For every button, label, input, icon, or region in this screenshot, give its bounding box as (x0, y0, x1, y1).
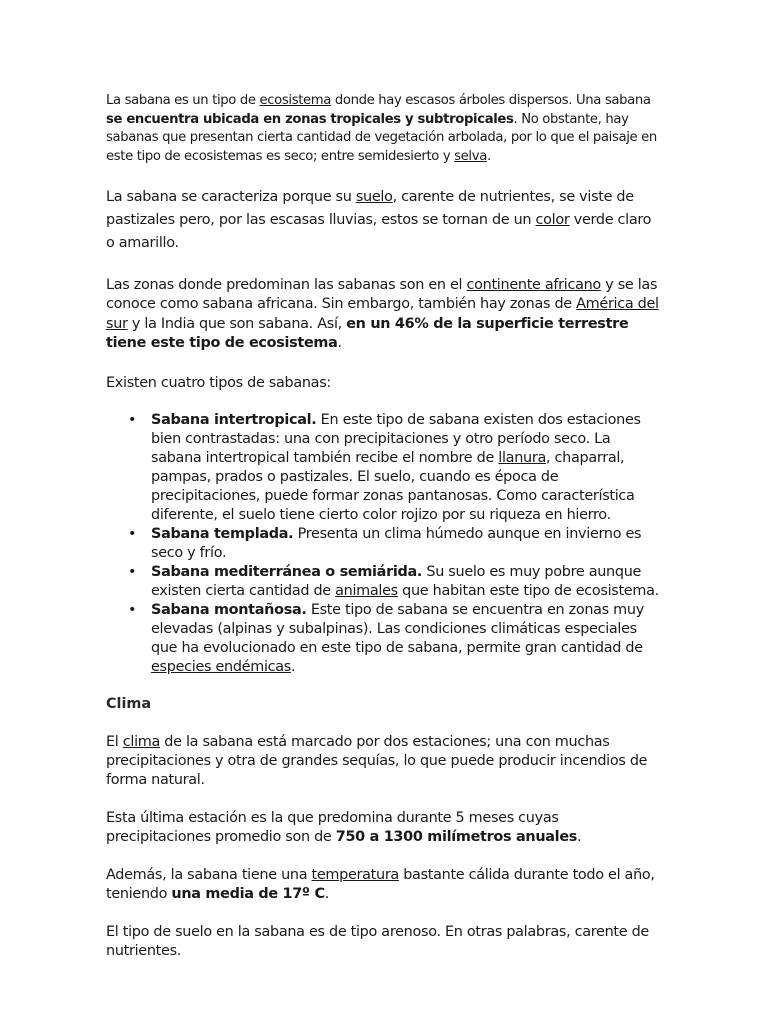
link-animales[interactable]: animales (335, 582, 398, 599)
text-span: . No obstante, hay sabanas que presentan cierta cantidad de vegetación arbolada, por lo que el paisaje en este tipo de ecosistemas es seco; entre semidesierto y (106, 111, 657, 165)
bullet-icon: • (128, 563, 137, 580)
bold-text: se encuentra ubicada en zonas tropicales y subtropicales (106, 111, 514, 127)
zones-paragraph (106, 276, 662, 354)
link-especies-endemicas[interactable]: especies endémicas (151, 658, 291, 675)
text-span: verde claro o amarillo. (106, 211, 652, 251)
list-item (128, 601, 662, 677)
text-span: . (324, 885, 329, 902)
text-span: La sabana se caracteriza porque su (106, 188, 356, 205)
text-span: El (106, 733, 123, 750)
item-title: Sabana intertropical. (151, 411, 317, 428)
link-america-del-sur[interactable]: América del sur (106, 296, 659, 332)
link-color[interactable]: color (535, 211, 570, 228)
text-span: Además, la sabana tiene una (106, 866, 312, 883)
section-heading-clima: Clima (106, 695, 152, 712)
item-title: Sabana templada. (151, 525, 294, 542)
document-page (106, 92, 662, 961)
text-span: y se las conoce como sabana africana. Sin embargo, también hay zonas de (106, 276, 658, 313)
bullet-icon: • (128, 525, 137, 542)
bold-text: en un 46% de la superficie terrestre tiene este tipo de ecosistema (106, 315, 629, 352)
list-item (128, 411, 662, 525)
text-span: La sabana es un tipo de (106, 93, 260, 108)
text-span: . (290, 658, 296, 675)
text-span: Las zonas donde predominan las sabanas son en el (106, 276, 467, 293)
text-span: Presenta un clima húmedo aunque en invierno es seco y frío. (151, 525, 642, 561)
bold-text: 750 a 1300 milímetros anuales (335, 828, 578, 845)
text-span: . (486, 149, 491, 165)
text-span: y la India que son sabana. Así, (127, 315, 347, 332)
text-span: donde hay escasos árboles dispersos. Una sabana (331, 93, 651, 108)
link-selva[interactable]: selva (454, 149, 487, 165)
soil-type-paragraph: El tipo de suelo en la sabana es de tipo arenoso. En otras palabras, carente de nutrientes. (106, 923, 649, 959)
intro-paragraph (106, 92, 662, 167)
item-title: Sabana montañosa. (151, 601, 307, 618)
climate-paragraph (106, 733, 662, 790)
link-continente-africano[interactable]: continente africano (466, 276, 601, 293)
rainfall-paragraph (106, 809, 662, 847)
link-temperatura[interactable]: temperatura (311, 866, 399, 883)
list-item (128, 525, 662, 563)
types-intro: Existen cuatro tipos de sabanas: (106, 374, 331, 391)
text-span: Su suelo es muy pobre aunque existen cierta cantidad de (151, 563, 642, 599)
text-span: de la sabana está marcado por dos estaciones; una con muchas precipitaciones y otra de grandes sequías, lo que puede producir incendios de forma natural. (106, 733, 648, 788)
temperature-paragraph (106, 866, 662, 904)
text-span: . (337, 335, 342, 352)
bullet-icon: • (128, 411, 137, 428)
savanna-types-list (106, 411, 662, 677)
item-title: Sabana mediterránea o semiárida. (151, 563, 423, 580)
bullet-icon: • (128, 601, 137, 618)
text-span: bastante cálida durante todo el año, teniendo (106, 866, 655, 902)
text-span: que habitan este tipo de ecosistema. (397, 582, 659, 599)
link-llanura[interactable]: llanura (498, 449, 546, 466)
bold-text: una media de 17º C (171, 885, 325, 902)
text-span: , chaparral, pampas, prados o pastizales. El suelo, cuando es época de precipitaciones, puede formar zonas pantanosas. Como característica diferente, el suelo tiene cierto color rojizo por su riqueza en hierro. (151, 449, 635, 523)
list-item (128, 563, 662, 601)
text-span: Esta última estación es la que predomina durante 5 meses cuyas precipitaciones promedio son de (106, 809, 559, 845)
soil-paragraph (106, 186, 662, 255)
text-span: Este tipo de sabana se encuentra en zonas muy elevadas (alpinas y subalpinas). Las condiciones climáticas especiales que ha evolucionado en este tipo de sabana, permite gran cantidad de (151, 601, 644, 656)
link-clima[interactable]: clima (122, 733, 161, 750)
link-suelo[interactable]: suelo (355, 188, 393, 205)
text-span: . (577, 828, 582, 845)
text-span: En este tipo de sabana existen dos estaciones bien contrastadas: una con precipitaciones y otro período seco. La sabana intertropical también recibe el nombre de (151, 411, 641, 466)
link-ecosistema[interactable]: ecosistema (259, 93, 332, 108)
text-span: , carente de nutrientes, se viste de pastizales pero, por las escasas lluvias, estos se tornan de un (106, 188, 634, 228)
